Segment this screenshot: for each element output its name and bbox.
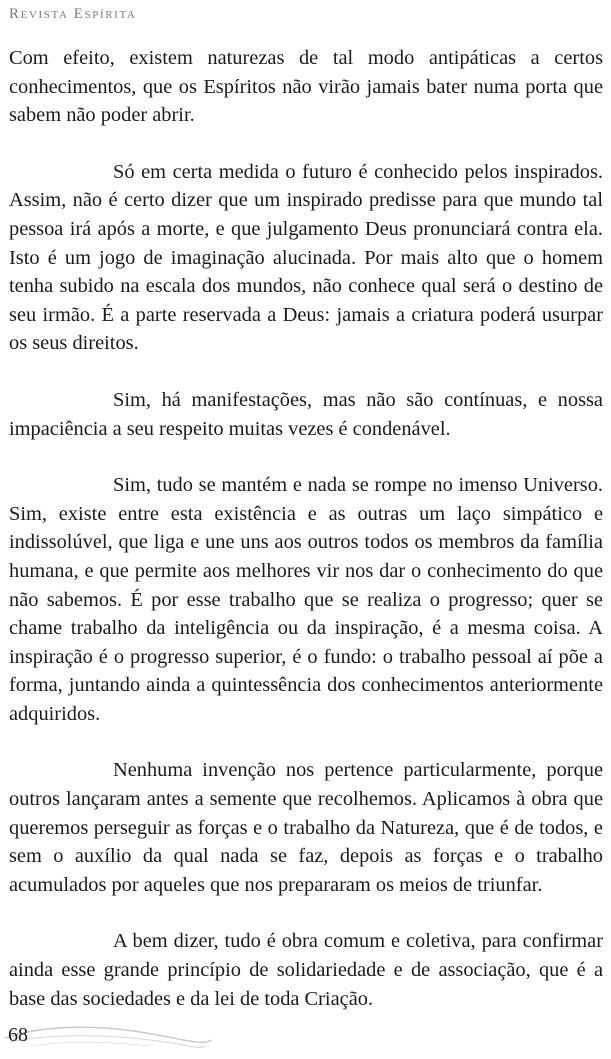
running-header: Revista Espírita bbox=[9, 6, 137, 22]
paragraph-4: Sim, tudo se mantém e nada se rompe no imenso Universo. Sim, existe entre esta existência e as outras um laço simpático e indissolúvel, que liga e une uns aos outros todos os membros da família humana, e que permite aos melhores vir nos dar o conhecimento do que não sabemos. É por esse trabalho que se realiza o progresso; quer se chame trabalho da inteligência ou da inspiração, é a mesma coisa. A inspiração é o progresso superior, é o fundo: o trabalho pessoal aí põe a forma, juntando ainda a quintessência dos conhecimentos anteriormente adquiridos. bbox=[9, 474, 603, 725]
paragraph-6: A bem dizer, tudo é obra comum e coletiva, para confirmar ainda esse grande princípio de solidariedade e de associação, que é a base das sociedades e da lei de toda Criação. bbox=[9, 930, 603, 1010]
paragraph-5: Nenhuma invenção nos pertence particularmente, porque outros lançaram antes a semente que recolhemos. Aplicamos à obra que queremos perseguir as forças e o trabalho da Natureza, que é de todos, e sem o auxílio da qual nada se faz, depois as forças e o trabalho acumulados por aqueles que nos prepararam os meios de triunfar. bbox=[9, 759, 603, 896]
paragraph-1: Com efeito, existem naturezas de tal modo antipáticas a certos conhecimentos, que os Espíritos não virão jamais bater numa porta que sabem não poder abrir. bbox=[9, 47, 603, 127]
paragraph-3: Sim, há manifestações, mas não são contínuas, e nossa impaciência a seu respeito muitas vezes é condenável. bbox=[9, 388, 603, 440]
swirl-ornament-icon bbox=[0, 1016, 220, 1056]
paragraph-2: Só em certa medida o futuro é conhecido pelos inspirados. Assim, não é certo dizer que um inspirado predisse para que mundo tal pessoa irá após a morte, e que julgamento Deus pronunciará contra ela. Isto é um jogo de imaginação alucinada. Por mais alto que o homem tenha subido na escala dos mundos, não conhece qual será o destino de seu irmão. É a parte reservada a Deus: jamais a criatura poderá usurpar os seus direitos. bbox=[9, 160, 603, 355]
page-number: 68 bbox=[8, 1024, 28, 1046]
page-body bbox=[9, 44, 603, 1041]
